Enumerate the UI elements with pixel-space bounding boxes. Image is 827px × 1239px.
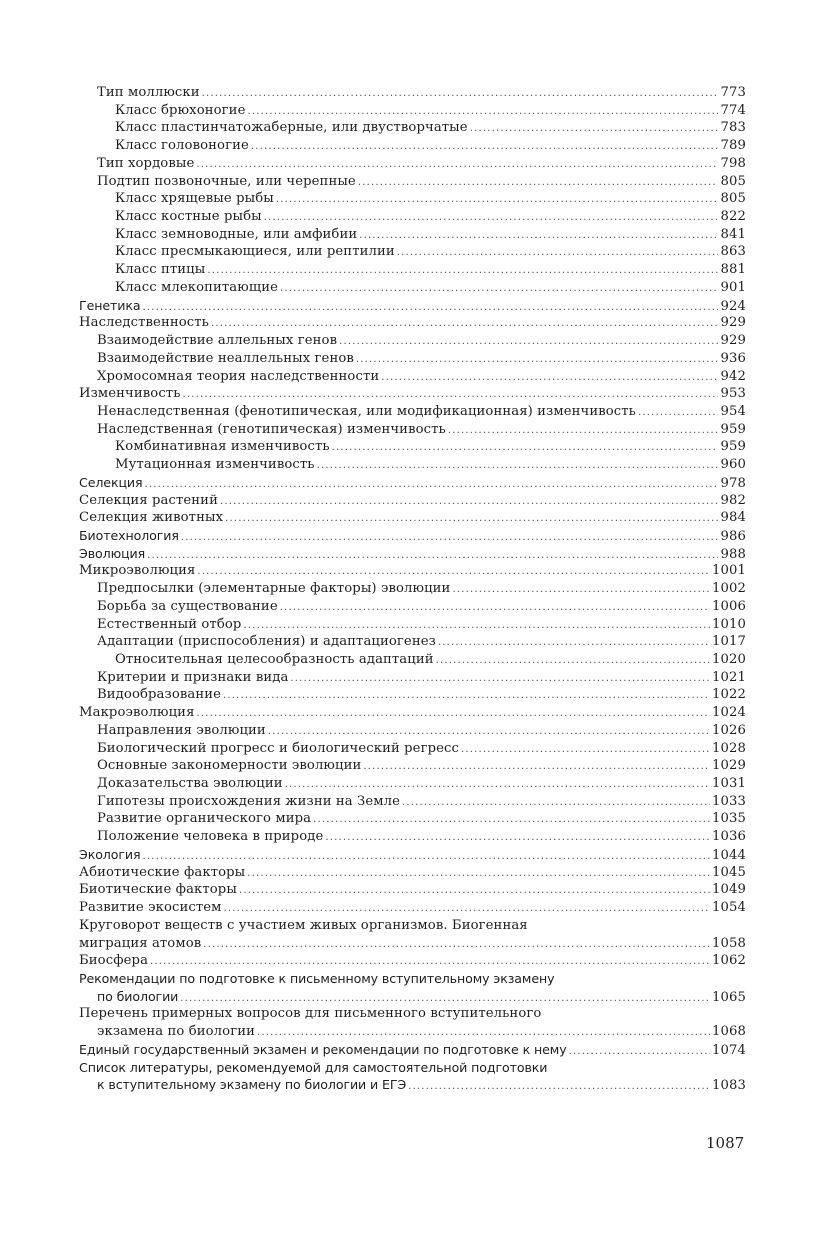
toc-entry bbox=[79, 562, 746, 580]
toc-entry-line1 bbox=[79, 970, 746, 988]
toc-entry-title: Класс птицы bbox=[115, 262, 206, 278]
toc-entry-page: 1006 bbox=[712, 598, 746, 614]
toc-entry-title: Основные закономерности эволюции bbox=[97, 758, 362, 774]
toc-entry bbox=[79, 686, 746, 704]
toc-entry-title: Микроэволюция bbox=[79, 563, 196, 579]
toc-entry bbox=[79, 155, 746, 173]
dot-leader bbox=[202, 85, 718, 103]
toc-entry-title: Класс костные рыбы bbox=[115, 209, 262, 225]
toc-entry-page: 1031 bbox=[712, 776, 746, 792]
dot-leader bbox=[239, 882, 710, 900]
toc-entry-title: Список литературы, рекомендуемой для самостоятельной подготовки bbox=[79, 1059, 548, 1075]
toc-entry-page: 1026 bbox=[712, 722, 746, 738]
dot-leader bbox=[181, 529, 718, 547]
toc-entry bbox=[79, 474, 746, 492]
toc-entry bbox=[79, 137, 746, 155]
toc-entry bbox=[79, 864, 746, 882]
toc-entry bbox=[79, 1076, 746, 1094]
toc-entry bbox=[79, 297, 746, 315]
dot-leader bbox=[313, 811, 710, 829]
toc-entry-page: 805 bbox=[720, 173, 746, 189]
toc-entry-page: 1017 bbox=[712, 634, 746, 650]
toc-entry-title: Рекомендации по подготовке к письменному вступительному экзамену bbox=[79, 970, 555, 986]
dot-leader bbox=[332, 439, 718, 457]
toc-entry-title: по биологии bbox=[97, 988, 179, 1004]
toc-entry-title: Хромосомная теория наследственности bbox=[97, 368, 380, 384]
toc-entry bbox=[79, 492, 746, 510]
toc-entry bbox=[79, 935, 746, 953]
toc-entry-page: 1021 bbox=[712, 669, 746, 685]
toc-entry-title: Макроэволюция bbox=[79, 705, 195, 721]
toc-entry bbox=[79, 438, 746, 456]
toc-entry-title: Мутационная изменчивость bbox=[115, 457, 315, 473]
toc-entry-title: Класс хрящевые рыбы bbox=[115, 191, 274, 207]
toc-entry-title: Развитие экосистем bbox=[79, 900, 222, 916]
toc-entry-title: Развитие органического мира bbox=[97, 811, 312, 827]
toc-entry bbox=[79, 403, 746, 421]
dot-leader bbox=[276, 191, 718, 209]
toc-entry bbox=[79, 722, 746, 740]
toc-entry-page: 954 bbox=[720, 403, 746, 419]
dot-leader bbox=[452, 581, 710, 599]
toc-entry bbox=[79, 704, 746, 722]
toc-entry-line1 bbox=[79, 1059, 746, 1077]
toc-entry-page: 1010 bbox=[712, 616, 746, 632]
table-of-contents bbox=[79, 84, 746, 1094]
toc-entry-title: Изменчивость bbox=[79, 386, 181, 402]
dot-leader bbox=[225, 510, 718, 528]
toc-entry-title: Класс брюхоногие bbox=[115, 102, 246, 118]
dot-leader bbox=[182, 386, 718, 404]
toc-entry-title: Экология bbox=[79, 846, 141, 862]
toc-entry-page: 953 bbox=[720, 386, 746, 402]
toc-entry-page: 1028 bbox=[712, 740, 746, 756]
toc-entry-page: 1035 bbox=[712, 811, 746, 827]
dot-leader bbox=[569, 1043, 710, 1061]
toc-entry-page: 984 bbox=[720, 510, 746, 526]
toc-entry bbox=[79, 810, 746, 828]
toc-entry-page: 1065 bbox=[712, 989, 746, 1005]
toc-entry-title: Круговорот веществ с участием живых организмов. Биогенная bbox=[79, 917, 528, 933]
toc-entry-title: экзамена по биологии bbox=[97, 1024, 255, 1040]
toc-entry bbox=[79, 651, 746, 669]
dot-leader bbox=[196, 156, 718, 174]
toc-entry-title: Единый государственный экзамен и рекомендации по подготовке к нему bbox=[79, 1041, 567, 1057]
toc-entry-title: Подтип позвоночные, или черепные bbox=[97, 173, 356, 189]
toc-entry-page: 1024 bbox=[712, 705, 746, 721]
toc-entry-title: Селекция bbox=[79, 474, 143, 490]
toc-entry bbox=[79, 190, 746, 208]
toc-entry-page: 959 bbox=[720, 421, 746, 437]
toc-entry bbox=[79, 208, 746, 226]
toc-entry-page: 805 bbox=[720, 191, 746, 207]
dot-leader bbox=[317, 457, 718, 475]
toc-entry-page: 1049 bbox=[712, 882, 746, 898]
dot-leader bbox=[436, 652, 710, 670]
dot-leader bbox=[144, 476, 718, 494]
toc-entry-page: 798 bbox=[720, 155, 746, 171]
toc-entry-title: Биотехнология bbox=[79, 527, 179, 543]
toc-entry-page: 960 bbox=[720, 457, 746, 473]
toc-entry-title: Направления эволюции bbox=[97, 722, 266, 738]
toc-entry-title: Видообразование bbox=[97, 687, 222, 703]
toc-entry-page: 1058 bbox=[712, 935, 746, 951]
dot-leader bbox=[247, 103, 718, 121]
toc-entry bbox=[79, 740, 746, 758]
toc-entry bbox=[79, 598, 746, 616]
toc-entry-page: 789 bbox=[720, 138, 746, 154]
dot-leader bbox=[356, 351, 718, 369]
toc-entry-page: 783 bbox=[720, 120, 746, 136]
toc-entry bbox=[79, 368, 746, 386]
dot-leader bbox=[197, 563, 710, 581]
dot-leader bbox=[142, 299, 718, 317]
toc-entry-title: Комбинативная изменчивость bbox=[115, 439, 330, 455]
toc-entry-title: Гипотезы происхождения жизни на Земле bbox=[97, 793, 400, 809]
dot-leader bbox=[268, 723, 710, 741]
toc-entry-page: 901 bbox=[720, 279, 746, 295]
dot-leader bbox=[280, 599, 710, 617]
dot-leader bbox=[408, 1078, 710, 1096]
dot-leader bbox=[243, 617, 710, 635]
toc-entry-title: Адаптации (приспособления) и адаптациогенез bbox=[97, 634, 436, 650]
toc-entry-title: Относительная целесообразность адаптаций bbox=[115, 652, 434, 667]
toc-entry-title: Биологический прогресс и биологический регресс bbox=[97, 740, 460, 756]
toc-entry-page: 881 bbox=[720, 262, 746, 278]
dot-leader bbox=[438, 634, 710, 652]
dot-leader bbox=[358, 174, 718, 192]
toc-entry bbox=[79, 350, 746, 368]
dot-leader bbox=[325, 829, 710, 847]
dot-leader bbox=[397, 244, 718, 262]
toc-entry-page: 1022 bbox=[712, 687, 746, 703]
toc-entry-page: 978 bbox=[720, 475, 746, 491]
toc-entry-title: Эволюция bbox=[79, 545, 146, 561]
toc-entry bbox=[79, 119, 746, 137]
toc-entry bbox=[79, 899, 746, 917]
toc-entry bbox=[79, 385, 746, 403]
toc-entry-title: Тип хордовые bbox=[97, 155, 195, 171]
toc-entry-title: Борьба за существование bbox=[97, 598, 278, 614]
dot-leader bbox=[220, 493, 718, 511]
dot-leader bbox=[290, 670, 710, 688]
toc-entry-page: 1045 bbox=[712, 864, 746, 880]
toc-entry-page: 841 bbox=[720, 226, 746, 242]
toc-entry-title: Наследственность bbox=[79, 315, 209, 331]
toc-entry bbox=[79, 775, 746, 793]
dot-leader bbox=[264, 209, 718, 227]
toc-entry-title: Селекция растений bbox=[79, 492, 218, 508]
toc-entry bbox=[79, 633, 746, 651]
toc-entry-page: 1062 bbox=[712, 953, 746, 969]
toc-entry bbox=[79, 102, 746, 120]
toc-entry-page: 1054 bbox=[712, 900, 746, 916]
toc-entry-title: Класс пластинчатожаберные, или двустворчатые bbox=[115, 120, 468, 136]
dot-leader bbox=[203, 936, 710, 954]
dot-leader bbox=[448, 422, 718, 440]
dot-leader bbox=[224, 900, 711, 918]
toc-entry-title: Биосфера bbox=[79, 953, 149, 969]
toc-entry-page: 1083 bbox=[712, 1078, 746, 1094]
toc-entry-page: 982 bbox=[720, 492, 746, 508]
page-number: 1087 bbox=[706, 1134, 745, 1152]
toc-entry bbox=[79, 793, 746, 811]
toc-entry bbox=[79, 84, 746, 102]
toc-entry-title: Генетика bbox=[79, 297, 141, 313]
toc-entry bbox=[79, 527, 746, 545]
toc-entry bbox=[79, 881, 746, 899]
dot-leader bbox=[280, 280, 718, 298]
dot-leader bbox=[638, 404, 718, 422]
dot-leader bbox=[197, 705, 711, 723]
dot-leader bbox=[381, 369, 718, 387]
toc-entry-title: Класс пресмыкающиеся, или рептилии bbox=[115, 244, 395, 260]
toc-entry-title: Класс земноводные, или амфибии bbox=[115, 226, 358, 242]
toc-entry-page: 1029 bbox=[712, 758, 746, 774]
toc-entry-title: Естественный отбор bbox=[97, 616, 242, 632]
dot-leader bbox=[147, 547, 718, 565]
dot-leader bbox=[359, 227, 718, 245]
toc-entry bbox=[79, 279, 746, 297]
toc-entry-title: Ненаследственная (фенотипическая, или модификационная) изменчивость bbox=[97, 403, 636, 419]
toc-entry bbox=[79, 1023, 746, 1041]
toc-entry bbox=[79, 243, 746, 261]
toc-entry-title: Наследственная (генотипическая) изменчивость bbox=[97, 421, 446, 437]
toc-entry-page: 929 bbox=[720, 315, 746, 331]
toc-entry-page: 959 bbox=[720, 439, 746, 455]
toc-entry bbox=[79, 616, 746, 634]
toc-entry bbox=[79, 669, 746, 687]
dot-leader bbox=[247, 865, 710, 883]
toc-entry-title: Положение человека в природе bbox=[97, 829, 324, 845]
toc-entry-page: 1020 bbox=[712, 652, 746, 667]
dot-leader bbox=[363, 758, 710, 776]
toc-entry-line1 bbox=[79, 917, 746, 935]
dot-leader bbox=[223, 687, 710, 705]
toc-entry bbox=[79, 456, 746, 474]
toc-entry-title: Абиотические факторы bbox=[79, 864, 246, 880]
toc-entry-page: 1002 bbox=[712, 581, 746, 597]
toc-entry bbox=[79, 173, 746, 191]
toc-entry-page: 942 bbox=[720, 368, 746, 384]
toc-entry bbox=[79, 757, 746, 775]
toc-entry-page: 1001 bbox=[712, 563, 746, 579]
toc-entry-page: 936 bbox=[720, 350, 746, 366]
toc-entry-title: Биотические факторы bbox=[79, 882, 237, 898]
toc-entry-line1 bbox=[79, 1005, 746, 1023]
toc-entry-title: Тип моллюски bbox=[97, 85, 200, 100]
toc-entry-title: Класс головоногие bbox=[115, 138, 249, 154]
dot-leader bbox=[207, 262, 718, 280]
toc-entry bbox=[79, 314, 746, 332]
toc-entry bbox=[79, 1041, 746, 1059]
toc-entry-page: 986 bbox=[720, 528, 746, 544]
toc-entry bbox=[79, 952, 746, 970]
toc-entry-page: 773 bbox=[720, 85, 746, 100]
toc-entry-title: Критерии и признаки вида bbox=[97, 669, 289, 685]
dot-leader bbox=[402, 794, 710, 812]
toc-entry-page: 1074 bbox=[712, 1042, 746, 1058]
toc-entry-page: 1033 bbox=[712, 793, 746, 809]
toc-entry-page: 988 bbox=[720, 546, 746, 562]
toc-entry-page: 929 bbox=[720, 333, 746, 349]
toc-entry-title: Взаимодействие аллельных генов bbox=[97, 333, 338, 349]
toc-entry bbox=[79, 509, 746, 527]
dot-leader bbox=[461, 741, 710, 759]
toc-entry-page: 1068 bbox=[712, 1024, 746, 1040]
toc-entry bbox=[79, 846, 746, 864]
dot-leader bbox=[339, 333, 718, 351]
toc-entry-title: миграция атомов bbox=[79, 935, 202, 951]
toc-entry bbox=[79, 828, 746, 846]
toc-entry-title: Класс млекопитающие bbox=[115, 279, 279, 295]
toc-entry bbox=[79, 332, 746, 350]
dot-leader bbox=[285, 776, 710, 794]
toc-entry-title: Перечень примерных вопросов для письменного вступительного bbox=[79, 1006, 542, 1022]
toc-entry-page: 924 bbox=[720, 298, 746, 314]
toc-entry-page: 863 bbox=[720, 244, 746, 260]
toc-entry-title: Предпосылки (элементарные факторы) эволюции bbox=[97, 581, 451, 597]
toc-entry-title: к вступительному экзамену по биологии и ЕГЭ bbox=[97, 1077, 407, 1093]
toc-entry bbox=[79, 580, 746, 598]
toc-entry bbox=[79, 545, 746, 563]
toc-entry bbox=[79, 261, 746, 279]
toc-entry-page: 774 bbox=[720, 102, 746, 118]
toc-entry-page: 822 bbox=[720, 209, 746, 225]
toc-entry-page: 1044 bbox=[712, 847, 746, 863]
toc-entry-page: 1036 bbox=[712, 829, 746, 845]
toc-entry bbox=[79, 421, 746, 439]
toc-entry-title: Селекция животных bbox=[79, 510, 224, 526]
toc-entry-title: Взаимодействие неаллельных генов bbox=[97, 350, 354, 366]
toc-entries bbox=[79, 84, 746, 917]
dot-leader bbox=[470, 120, 718, 138]
dot-leader bbox=[150, 953, 710, 971]
toc-entry bbox=[79, 226, 746, 244]
dot-leader bbox=[211, 315, 718, 333]
toc-entry bbox=[79, 988, 746, 1006]
dot-leader bbox=[251, 138, 718, 156]
dot-leader bbox=[257, 1024, 710, 1042]
toc-entry-title: Доказательства эволюции bbox=[97, 776, 283, 792]
